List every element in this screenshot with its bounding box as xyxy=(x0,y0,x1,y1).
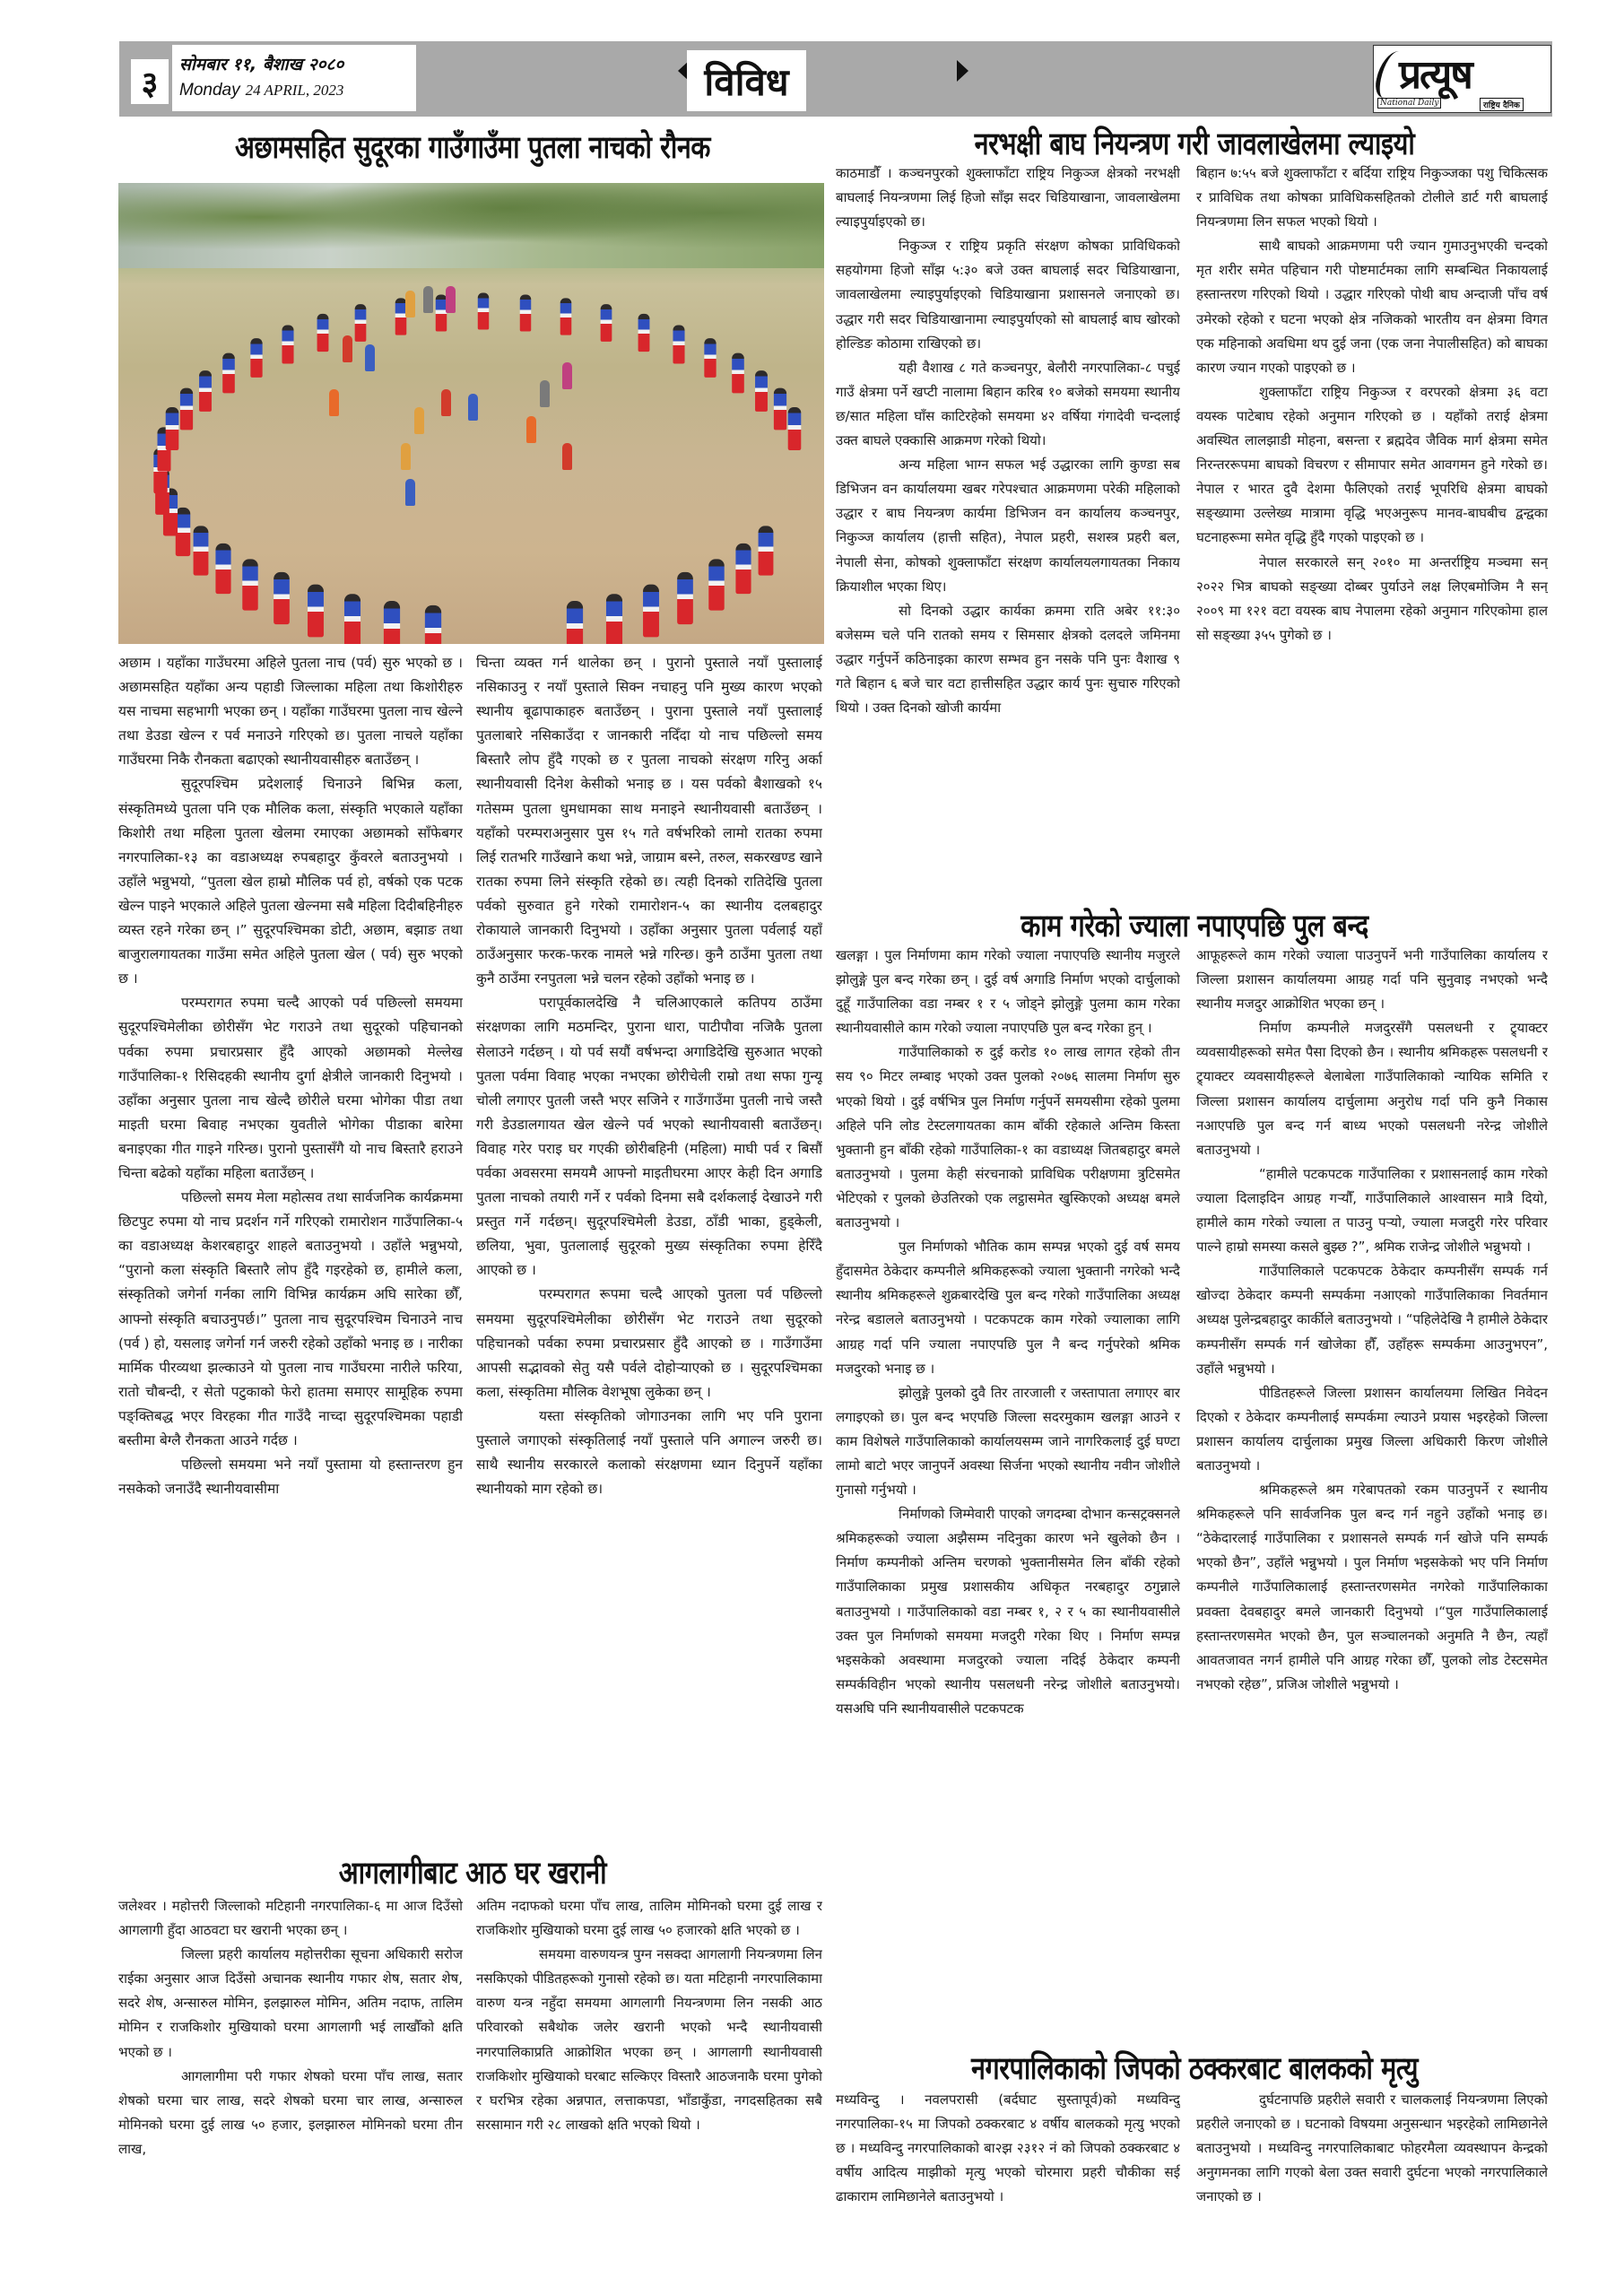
dancer-figure xyxy=(759,526,774,575)
paragraph: “हामीले पटकपटक गाउँपालिका र प्रशासनलाई काम गरेको ज्याला दिलाइदिन आग्रह गर्‍यौँ, गाउँपालिकाले आश्वासन मात्रै दियो, हामीले काम गरेको ज्याला त पाउनु पर्‍यो, ज्याला मजदुरी गरेर परिवार पाल्ने हाम्रो समस्या कसले बुझ्छ ?”, श्रमिक राजेन्द्र जोशीले भन्नुभयो । xyxy=(1196,1165,1548,1256)
paragraph: अन्य महिला भाग्न सफल भई उद्धारका लागि कुण्डा सब डिभिजन वन कार्यालयमा खबर गरेपश्चात आक्रमणमा परेकी महिलाको उद्धार र बाघ नियन्त्रण कार्यमा डिभिजन वन कार्यालय कञ्चनपुर, निकुञ्ज कार्यालय (हात्ती सहित), नेपाल प्रहरी, सशस्त्र प्रहरी बल, नेपाली सेना, कोषको शुक्लाफाँटा संरक्षण कार्यालयलगायतका निकाय क्रियाशील भएका थिए। xyxy=(836,457,1180,595)
fire-column-2 xyxy=(476,1894,822,2271)
headline-putala: अछामसहित सुदूरका गाउँगाउँमा पुतला नाचको रौनक xyxy=(234,130,710,166)
paragraph: समयमा वारुणयन्त्र पुग्न नसक्दा आगलागी नियन्त्रणमा लिन नसकिएको पीडितहरूको गुनासो रहेको छ। यता मटिहानी नगरपालिकामा वारुण यन्त्र नहुँदा समयमा आगलागी नियन्त्रणमा लिन नसकी आठ परिवारको सबैथोक जलेर खरानी भएको भन्दै स्थानीयवासी नगरपालिकाप्रति आक्रोशित भएका छन् । आगलागी स्थानीयवासी राजकिशोर मुखियाको घरबाट सल्किएर विस्तारै आठजनाकै घरमा पुगेको र घरभित्र रहेका अन्नपात, लत्ताकपडा, भाँडाकुँडा, नगदसहितका सबै सरसामान गरी २८ लाखको क्षति भएको थियो । xyxy=(476,1946,822,2133)
paragraph: निकुञ्ज र राष्ट्रिय प्रकृति संरक्षण कोषका प्राविधिकको सहयोगमा हिजो साँझ ५:३० बजे उक्त बाघलाई सदर चिडियाखाना, जावलाखेलमा ल्याइपुर्याइएको चिडियाखाना प्रशासनले जनाएको छ। उद्धार गरी सदर चिडियाखानामा ल्याइपुर्याएको सो बाघलाई बाघ खोरको होल्डिङ कोठामा राखिएको छ। xyxy=(836,238,1180,352)
dancer-figure xyxy=(638,314,649,352)
paragraph: यही वैशाख ८ गते कञ्चनपुर, बेलौरी नगरपालिका-८ पचुई गाउँ क्षेत्रमा पर्ने खप्टी नालामा बिहान करिब १० बजेको समयमा स्थानीय छ/सात महिला घाँस काटिरहेको समयमा ४२ वर्षिया गंगादेवी चन्दलाई उक्त बाघले एक्कासि आक्रमण गरेको थियो। xyxy=(836,359,1180,449)
dancer-figure xyxy=(755,370,768,412)
dancer-figure xyxy=(199,370,212,412)
child-figure xyxy=(446,286,456,313)
dancer-figure xyxy=(560,298,572,335)
paragraph: अतिम नदाफको घरमा पाँच लाख, तालिम मोमिनको घरमा दुई लाख र राजकिशोर मुखियाको घरमा दुई लाख ५० हजारको क्षति भएको छ । xyxy=(476,1898,822,1939)
tiger-column-2 xyxy=(1196,161,1548,899)
dancer-figure xyxy=(317,314,329,352)
dancer-figure xyxy=(774,388,786,430)
paragraph: यस्ता संस्कृतिको जोगाउनका लागि भए पनि पुराना पुस्ताले जगाएको संस्कृतिलाई नयाँ पुस्ताले पनि अगाल्न जरुरी छ। साथै स्थानीय सरकारले कलाको संरक्षणमा ध्यान दिनुपर्ने यहाँका स्थानीयको माग रहेको छ। xyxy=(476,1407,822,1498)
paragraph: सुदूरपश्चिम प्रदेशलाई चिनाउने बिभिन्न कला, संस्कृतिमध्ये पुतला पनि एक मौलिक कला, संस्कृति भएकाले यहाँका किशोरी तथा महिला पुतला खेलमा रमाएका अछामको साँफेबगर नगरपालिका-१३ का वडाअध्यक्ष रुपबहादुर कुँवरले बताउनुभयो । उहाँले भन्नुभयो, “पुतला खेल हाम्रो मौलिक पर्व हो, वर्षको एक पटक खेल्न पाइने भएकाले अहिले पुतला खेल्नमा सबै महिला दिदीबहिनीहरु व्यस्त रहने गरेका छन् ।” सुदूरपश्चिमका डोटी, अछाम, बझाङ तथा बाजुरालगायतका गाउँमा समेत अहिले पुतला खेल ( पर्व) सुरु भएको छ । xyxy=(118,776,463,987)
dancer-figure xyxy=(732,353,744,394)
dancer-figure xyxy=(180,388,193,430)
dancer-figure xyxy=(355,305,367,343)
child-figure xyxy=(441,389,451,416)
dancer-figure xyxy=(704,338,716,378)
paragraph: श्रमिकहरूले श्रम गरेबापतको रकम पाउनुपर्ने र स्थानीय श्रमिकहरूले पनि सार्वजनिक पुल बन्द गर्न नहुने उहाँको भनाइ छ। “ठेकेदारलाई गाउँपालिका र प्रशासनले सम्पर्क गर्न खोजे पनि सम्पर्क भएको छैन”, उहाँले भन्नुभयो । पुल निर्माण भइसकेको भए पनि निर्माण कम्पनीले गाउँपालिकालाई हस्तान्तरणसमेत नगरेको गाउँपालिकाका प्रवक्ता देवबहादुर बमले जानकारी दिनुभयो ।“पुल गाउँपालिकालाई हस्तान्तरणसमेत भएको छैन, पुल सञ्चालनको अनुमति नै छैन, त्यहाँ आवतजावत नगर्न हामीले पनि आग्रह गरेका छौँ, पुलको लोड टेस्टसमेत नभएको रहेछ”, प्रजिअ जोशीले भन्नुभयो । xyxy=(1196,1482,1548,1692)
jeep-column-2 xyxy=(1196,2088,1548,2267)
tiger-column-1 xyxy=(836,161,1180,899)
dancer-figure xyxy=(344,594,360,644)
dancer-figure xyxy=(677,572,693,624)
paragraph: साथै बाघको आक्रमणमा परी ज्यान गुमाउनुभएकी चन्दको मृत शरीर समेत पहिचान गरी पोष्टमार्टमका लागि सम्बन्धित निकायलाई हस्तान्तरण गरिएको थियो । उद्धार गरिएको पोथी बाघ अन्दाजी पाँच वर्ष उमेरको रहेको र घटना भएको क्षेत्र नजिकको भारतीय वन क्षेत्रमा विगत एक महिनाको अवधिमा थप दुई जना (एक जना नेपालीसहित) को बाघका कारण ज्यान गएको पाइएको छ । xyxy=(1196,238,1548,376)
dancer-figure xyxy=(216,544,231,594)
section-title: विविध xyxy=(687,50,806,111)
dancer-figure xyxy=(708,559,724,610)
child-figure xyxy=(540,380,550,407)
paragraph: आफूहरूले काम गरेको ज्याला पाउनुपर्ने भनी गाउँपालिका कार्यालय र जिल्ला प्रशासन कार्यालयमा आग्रह गर्दा पनि सुनुवाइ नभएको भन्दै स्थानीय मजदुर आक्रोशित भएका छन् । xyxy=(1196,947,1548,1013)
paragraph: आगलागीमा परी गफार शेषको घरमा पाँच लाख, सतार शेषको घरमा चार लाख, सदरे शेषको घरमा चार लाख, अन्सारुल मोमिनको घरमा दुई लाख ५० हजार, इलझारुल मोमिनको घरमा तीन लाख, xyxy=(118,2067,463,2157)
paragraph: परापूर्वकालदेखि नै चलिआएकाले कतिपय ठाउँमा संरक्षणका लागि मठमन्दिर, पुराना धारा, पाटीपौवा नजिकै पुतला सेलाउने गर्दछन् । यो पर्व सयौं वर्षभन्दा अगाडिदेखि सुरुआत भएको पुतला पर्वमा विवाह भएका नभएका छोरीचेली राम्रो तथा सफा गुन्यू चोली लगाएर पुतली जस्तै भएर सजिने र गाउँगाउँमा पुतली नाचे जस्तै गरी डेउडालगायत खेल खेल्ने पर्व भएको स्थानीयवासी बताउँछन्। विवाह गरेर पराइ घर गएकी छोरीबहिनी (महिला) माघी पर्व र बिसौं पर्वका अवसरमा समयमै आफ्नो माइतीघरमा आएर केही दिन अगाडि पुतला नाचको तयारी गर्ने र पर्वको दिनमा सबै दर्शकलाई देखाउने गरी प्रस्तुत गर्ने गर्दछन्। सुदूरपश्चिमेली डेउडा, ठाँडी भाका, हुड्केली, छलिया, भुवा, पुतलालाई सुदूरको मुख्य संस्कृतिका रुपमा हेरिँदै आएको छ । xyxy=(476,995,822,1279)
paragraph: शुक्लाफाँटा राष्ट्रिय निकुञ्ज र वरपरको क्षेत्रमा ३६ वटा वयस्क पाटेबाघ रहेको अनुमान गरिएको छ । यहाँको तराई क्षेत्रमा अवस्थित लालझाडी मोहना, बसन्ता र ब्रह्मदेव जैविक मार्ग क्षेत्रमा समेत निरन्तररूपमा बाघको विचरण र सीमापार समेत आवगमन हुने गरेको छ। नेपाल र भारत दुवै देशमा फैलिएको तराई भूपरिधि क्षेत्रमा बाघको सङ्ख्यामा उल्लेख्य मात्रामा वृद्धि भएअनुरूप मानव-बाघबीच द्वन्द्वका घटनाहरूमा समेत वृद्धि हुँदै गएको पाइएको छ । xyxy=(1196,383,1548,546)
dancer-figure xyxy=(600,305,612,343)
paragraph: चिन्ता व्यक्त गर्न थालेका छन् । पुरानो पुस्ताले नयाँ पुस्तालाई नसिकाउनु र नयाँ पुस्ताले सिक्न नचाहनु पनि मुख्य कारण भएको स्थानीय बूढापाकाहरु बताउँछन् । पुराना पुस्ताले नयाँ पुस्तालाई पुतलाबारे नसिकाउँदा र जानकारी नदिँदा यो नाच पछिल्लो समय बिस्तारै लोप हुँदै गएको छ र पुतला नाचको संरक्षण गरिनु अर्का स्थानीयवासी दिनेश केसीको भनाइ छ । यस पर्वको बैशाखको १५ गतेसम्म पुतला धुमधामका साथ मनाइने स्थानीयवासी बताउँछन् । यहाँको परम्पराअनुसार पुस १५ गते वर्षभरिको लामो रातका रुपमा लिई रातभरि गाउँखाने कथा भन्ने, जाग्राम बस्ने, तरुल, सकरखण्ड खाने रातका रुपमा लिने संस्कृति रहेको छ। त्यही दिनको रातिदेखि पुतला पर्वको सुरुवात हुने गरेको रामारोशन-५ का स्थानीय दलबहादुर रोकायाले जानकारी दिनुभयो । उहाँका अनुसार पुतला पर्वलाई यहाँ ठाउँअनुसार फरक-फरक नामले भन्ने गरिन्छ। कुनै ठाउँमा पुतला तथा कुनै ठाउँमा रनपुतला भन्ने चलन रहेको उहाँको भनाइ छ । xyxy=(476,655,822,987)
child-figure xyxy=(365,344,375,371)
date-english-value: 24 APRIL, 2023 xyxy=(245,82,344,99)
child-figure xyxy=(405,291,415,317)
dancer-figure xyxy=(274,572,290,624)
paragraph: काठमाडौँ । कञ्चनपुरको शुक्लाफाँटा राष्ट्रिय निकुञ्ज क्षेत्रको नरभक्षी बाघलाई नियन्त्रणमा लिई हिजो साँझ सदर चिडियाखाना, जावलाखेलमा ल्याइपुर्याइएको छ। xyxy=(836,165,1180,230)
bridge-column-1 xyxy=(836,944,1180,2039)
date-box xyxy=(172,45,416,111)
logo-tagline-en: National Daily xyxy=(1377,98,1441,109)
dancer-figure xyxy=(282,325,294,363)
newspaper-logo xyxy=(1373,45,1551,113)
dancer-figure xyxy=(166,407,179,450)
paragraph: पीडितहरूले जिल्ला प्रशासन कार्यालयमा लिखित निवेदन दिएको र ठेकेदार कम्पनीलाई सम्पर्कमा ल्याउने प्रयास भइरहेको जिल्ला प्रशासन कार्यालय दार्चुलाका प्रमुख जिल्ला अधिकारी किरण जोशीले बताउनुभयो । xyxy=(1196,1384,1548,1474)
headline-bridge: काम गरेको ज्याला नपाएपछि पुल बन्द xyxy=(1020,909,1368,944)
headline-jeep: नगरपालिकाको जिपको ठक्करबाट बालकको मृत्यु xyxy=(970,2051,1419,2087)
logo-wordmark: प्रत्यूष xyxy=(1399,52,1472,98)
paragraph: पुल निर्माणको भौतिक काम सम्पन्न भएको दुई वर्ष समय हुँदासमेत ठेकेदार कम्पनीले श्रमिकहरूको ज्याला भुक्तानी नगरेको भन्दै स्थानीय श्रमिकहरूले शुक्रबारदेखि पुल बन्द गरेको गाउँपालिका अध्यक्ष नरेन्द्र बडालले बताउनुभयो । पटकपटक काम गरेको ज्यालाका लागि आग्रह गर्दा पनि ज्याला नपाएपछि पुल नै बन्द गर्नुपरेको श्रमिक मजदुरको भनाइ छ । xyxy=(836,1239,1180,1377)
circle-dance-photo xyxy=(118,183,824,644)
paragraph: जिल्ला प्रहरी कार्यालय महोत्तरीका सूचना अधिकारी सरोज राईका अनुसार आज दिउँसो अचानक स्थानीय गफार शेष, सतार शेष, सदरे शेष, अन्सारुल मोमिन, इलझारुल मोमिन, अतिम नदाफ, तालिम मोमिन र राजकिशोर मुखियाको घरमा आगलागी भई लाखौँको क्षति भएको छ । xyxy=(118,1946,463,2060)
child-figure xyxy=(414,407,424,434)
logo-tagline-np: राष्ट्रिय दैनिक xyxy=(1480,98,1524,111)
paragraph: निर्माणको जिम्मेवारी पाएको जगदम्बा दोभान कन्सट्रक्सनले श्रमिकहरूको ज्याला अझैसम्म नदिनुका कारण भने खुलेको छैन । निर्माण कम्पनीको अन्तिम चरणको भुक्तानीसमेत लिन बाँकी रहेको गाउँपालिकाका प्रमुख प्रशासकीय अधिकृत नरबहादुर ठगुन्नाले बताउनुभयो । गाउँपालिकाको वडा नम्बर १, २ र ५ का स्थानीयवासीले उक्त पुल निर्माणको समयमा मजदुरी गरेका थिए । निर्माण सम्पन्न भइसकेको अवस्थामा मजदुरको ज्याला नदिई ठेकेदार कम्पनी सम्पर्कविहीन भएको स्थानीय पसलधनी नरेन्द्र जोशीले बताउनुभयो। यसअघि पनि स्थानीयवासीले पटकपटक xyxy=(836,1506,1180,1717)
paragraph: जलेश्वर । महोत्तरी जिल्लाको मटिहानी नगरपालिका-६ मा आज दिउँसो आगलागी हुँदा आठवटा घर खरानी भएका छन् । xyxy=(118,1898,463,1939)
child-figure xyxy=(401,443,411,470)
child-figure xyxy=(423,286,433,313)
child-figure xyxy=(468,394,478,421)
date-english xyxy=(179,81,343,100)
paragraph: नेपाल सरकारले सन् २०१० मा अन्तर्राष्ट्रिय मञ्चमा सन् २०२२ भित्र बाघको सङ्ख्या दोब्बर पुर्याउने लक्ष लिएबमोजिम नै सन् २००९ मा १२१ वटा वयस्क बाघ नेपालमा रहेको अनुमान गरिएकोमा हाल सो सङ्ख्या ३५५ पुगेको छ । xyxy=(1196,553,1548,643)
jeep-column-1 xyxy=(836,2088,1180,2267)
dancer-figure xyxy=(519,294,530,331)
headline-tiger: नरभक्षी बाघ नियन्त्रण गरी जावलाखेलमा ल्याइयो xyxy=(974,126,1415,162)
paragraph: निर्माण कम्पनीले मजदुरसँगै पसलधनी र ट्र्याक्टर व्यवसायीहरूको समेत पैसा दिएको छैन । स्थानीय श्रमिकहरू पसलधनी र ट्र्याक्टर व्यवसायीहरूले बेलाबेला गाउँपालिकाको न्यायिक समिति र जिल्ला प्रशासन कार्यालय दार्चुलामा अनुरोध गर्दा पनि कुनै निकास नआएपछि पुल बन्द गर्न बाध्य भएको पसलधनी नरेन्द्र जोशीले बताउनुभयो । xyxy=(1196,1020,1548,1158)
paragraph: परम्परागत रुपमा चल्दै आएको पर्व पछिल्लो समयमा सुदूरपश्चिमेलीका छोरीसँग भेट गराउने तथा सुदूरको पहिचानको पर्वका रुपमा प्रचारप्रसार हुँदै आएको अछामको मेल्लेख गाउँपालिका-१ रिसिदहकी स्थानीय दुर्गा क्षेत्रीले जानकारी दिनुभयो । उहाँका अनुसार पुतला नाच खेल्दै छोरीले घरमा भोगेका पीडा तथा माइती घरमा बिवाह नभएका युवतीले भोगेका पीडाका बारेमा बनाइएका गीत गाइने गरिन्छ। पुरानो पुस्तासँगै यो नाच बिस्तारै हराउने चिन्ता बढेको यहाँका महिला बताउँछन् । xyxy=(118,995,463,1181)
dancer-figure xyxy=(425,605,441,644)
paragraph: बिहान ७:५५ बजे शुक्लाफाँटा र बर्दिया राष्ट्रिय निकुञ्जका पशु चिकित्सक र प्राविधिक तथा कोषका प्राविधिकसहितको टोलीले डार्ट गरी बाघलाई नियन्त्रणमा लिन सफल भएको थियो । xyxy=(1196,165,1548,230)
dancer-figure xyxy=(251,338,263,378)
dancer-figure xyxy=(673,325,684,363)
dancer-figure xyxy=(308,584,324,637)
child-figure xyxy=(526,416,536,443)
paragraph: गाउँपालिकाले पटकपटक ठेकेदार कम्पनीसँग सम्पर्क गर्न खोज्दा ठेकेदार कम्पनी सम्पर्कमा नआएको गाउँपालिकाका निवर्तमान अध्यक्ष पुलेन्द्रबहादुर कार्कीले बताउनुभयो । “पहिलेदेखि नै हामीले ठेकेदार कम्पनीसँग सम्पर्क गर्न खोजेका हौँ, उहाँहरू सम्पर्कमा आउनुभएन”, उहाँले भन्नुभयो । xyxy=(1196,1263,1548,1377)
photo-trees xyxy=(118,183,824,268)
paragraph: मध्यविन्दु । नवलपरासी (बर्दघाट सुस्तापूर्व)को मध्यविन्दु नगरपालिका-१५ मा जिपको ठक्करबाट ४ वर्षीय बालकको मृत्यु भएको छ । मध्यविन्दु नगरपालिकाको बा२झ २३१२ नं को जिपको ठक्करबाट ४ वर्षीय आदित्य माझीको मृत्यु भएको चोरमारा प्रहरी चौकीका सई ढाकाराम लामिछानेले बताउनुभयो । xyxy=(836,2092,1180,2205)
paragraph: पछिल्लो समयमा भने नयाँ पुस्तामा यो हस्तान्तरण हुन नसकेको जनाउँदै स्थानीयवासीमा xyxy=(118,1457,463,1498)
section-next-arrow-icon xyxy=(957,60,968,82)
child-figure xyxy=(562,443,572,470)
paragraph: सो दिनको उद्धार कार्यका क्रममा राति अबेर ११:३० बजेसम्म चले पनि रातको समय र सिमसार क्षेत्रको दलदले जमिनमा उद्धार गर्नुपर्ने कठिनाइका कारण सम्भव हुन नसके पनि पुनः वैशाख ९ गते बिहान ६ बजे चार वटा हात्तीसहित उद्धार कार्य पुनः सुचारु गरिएको थियो । उक्त दिनको खोजी कार्यमा xyxy=(836,602,1180,717)
date-nepali: सोमबार ११, बैशाख २०८० xyxy=(179,55,344,74)
dancer-figure xyxy=(643,584,659,637)
dancer-figure xyxy=(395,298,406,335)
fire-column-1 xyxy=(118,1894,463,2271)
weekday: Monday xyxy=(179,81,240,100)
paragraph: परम्परागत रूपमा चल्दै आएको पुतला पर्व पछिल्लो समयमा सुदूरपश्चिमेलीका छोरीसँग भेट गराउने तथा सुदूरको पहिचानको पर्वका रुपमा प्रचारप्रसार हुँदै आएको छ । गाउँगाउँमा आपसी सद्भावको सेतु यसै पर्वले दोहोर्‍याएको छ । सुदूरपश्चिमका कला, संस्कृतिमा मौलिक वेशभूषा लुकेका छन् । xyxy=(476,1286,822,1400)
paragraph: दुर्घटनापछि प्रहरीले सवारी र चालकलाई नियन्त्रणमा लिएको प्रहरीले जनाएको छ । घटनाको विषयमा अनुसन्धान भइरहेको लामिछानेले बताउनुभयो । मध्यविन्दु नगरपालिकाबाट फोहरमैला व्यवस्थापन केन्द्रको अनुगमनका लागि गएको बेला उक्त सवारी दुर्घटना भएको नगरपालिकाले जनाएको छ । xyxy=(1196,2092,1548,2205)
dancer-figure xyxy=(787,407,801,450)
paragraph: पछिल्लो समय मेला महोत्सव तथा सार्वजनिक कार्यक्रममा छिटपुट रुपमा यो नाच प्रदर्शन गर्ने गरिएको रामारोशन गाउँपालिका-५ का वडाअध्यक्ष केशरबहादुर शाहले बताउनुभयो । उहाँले भन्नुभयो, “पुरानो कला संस्कृति बिस्तारै लोप हुँदै गइरहेको छ, हामीले कला, संस्कृतिको जगेर्ना गर्नका लागि विभिन्न कार्यक्रम अघि सारेका छौँ, आफ्नो संस्कृति बचाउनुपर्छ।” पुतला नाच सुदूरपश्चिम चिनाउने नाच (पर्व ) हो, यसलाइ जगेर्ना गर्न जरुरी रहेको उहाँको भनाइ छ । नारीका मार्मिक पीरव्यथा झल्काउने यो पुतला नाच गाउँघरमा नारीले फरिया, रातो चौबन्दी, र सेतो पटुकाको फेरो हातमा समाएर सामूहिक रुपमा पङ्क्तिबद्ध भएर विरहका गीत गाउँदै नाच्दा सुदूरपश्चिमका पहाडी बस्तीमा बेग्लै रौनकता आउने गर्दछ । xyxy=(118,1189,463,1448)
dancer-figure xyxy=(176,508,190,556)
dancer-figure xyxy=(194,526,209,575)
dancer-figure xyxy=(384,601,400,644)
putala-column-1 xyxy=(118,651,463,1844)
dancer-figure xyxy=(478,293,489,330)
paragraph: झोलुङ्गे पुलको दुवै तिर तारजाली र जस्तापाता लगाएर बार लगाइएको छ। पुल बन्द भएपछि जिल्ला सदरमुकाम खलङ्गा आउने र काम विशेषले गाउँपालिकाको कार्यालयसम्म जाने नागरिकलाई दुई घण्टा लामो बाटो भएर जानुपर्ने अवस्था सिर्जना भएको स्थानीय नवीन जोशीले गुनासो गर्नुभयो । xyxy=(836,1384,1180,1499)
dancer-figure xyxy=(735,544,751,594)
dancer-figure xyxy=(606,594,622,644)
bridge-column-2 xyxy=(1196,944,1548,2039)
putala-column-2 xyxy=(476,651,822,1844)
paragraph: खलङ्गा । पुल निर्माणमा काम गरेको ज्याला नपाएपछि स्थानीय मजुरले झोलुङ्गे पुल बन्द गरेका छन् । दुई वर्ष अगाडि निर्माण भएको दार्चुलाको दुहूँ गाउँपालिका वडा नम्बर १ र ५ जोड्ने झोलुङ्गे पुलमा काम गरेका स्थानीयवासीले काम गरेको ज्याला नपाएपछि पुल बन्द गरेका हुन् । xyxy=(836,947,1180,1037)
dancer-figure xyxy=(567,601,583,644)
child-figure xyxy=(405,479,415,506)
child-figure xyxy=(562,362,572,389)
paragraph: गाउँपालिकाको रु दुई करोड १० लाख लागत रहेको तीन सय ९० मिटर लम्बाइ भएको उक्त पुलको २०७६ सालमा निर्माण सुरु भएको थियो । दुई वर्षभित्र पुल निर्माण गर्नुपर्ने समयसीमा रहेको पुलमा अहिले पनि लोड टेस्टलगायतका काम बाँकी रहेकाले अन्तिम किस्ता भुक्तानी हुन बाँकी रहेको गाउँपालिका-१ का वडाध्यक्ष जितबहादुर बमले बताउनुभयो । पुलमा केही संरचनाको प्राविधिक परीक्षणमा त्रुटिसमेत भेटिएको र पुलको छेउतिरको एक लट्ठासमेत खुस्किएको अध्यक्ष बमले बताउनुभयो । xyxy=(836,1044,1180,1231)
page-number: ३ xyxy=(131,59,169,104)
dancer-figure xyxy=(243,559,258,610)
child-figure xyxy=(329,389,339,416)
paragraph: अछाम । यहाँका गाउँघरमा अहिले पुतला नाच (पर्व) सुरु भएको छ । अछामसहित यहाँका अन्य पहाडी जिल्लाका महिला तथा किशोरीहरु यस नाचमा सहभागी भएका छन् । यहाँका गाउँघरमा पुतला नाच खेल्ने तथा डेउडा खेल्न र पर्व मनाउने गरिएको छ। पुतला नाचले यहाँका गाउँघरमा निकै रौनकता बढाएको स्थानीयवासीहरु बताउँछन् । xyxy=(118,655,463,769)
headline-fire: आगलागीबाट आठ घर खरानी xyxy=(338,1856,607,1892)
dancer-figure xyxy=(222,353,235,394)
child-figure xyxy=(343,335,352,362)
